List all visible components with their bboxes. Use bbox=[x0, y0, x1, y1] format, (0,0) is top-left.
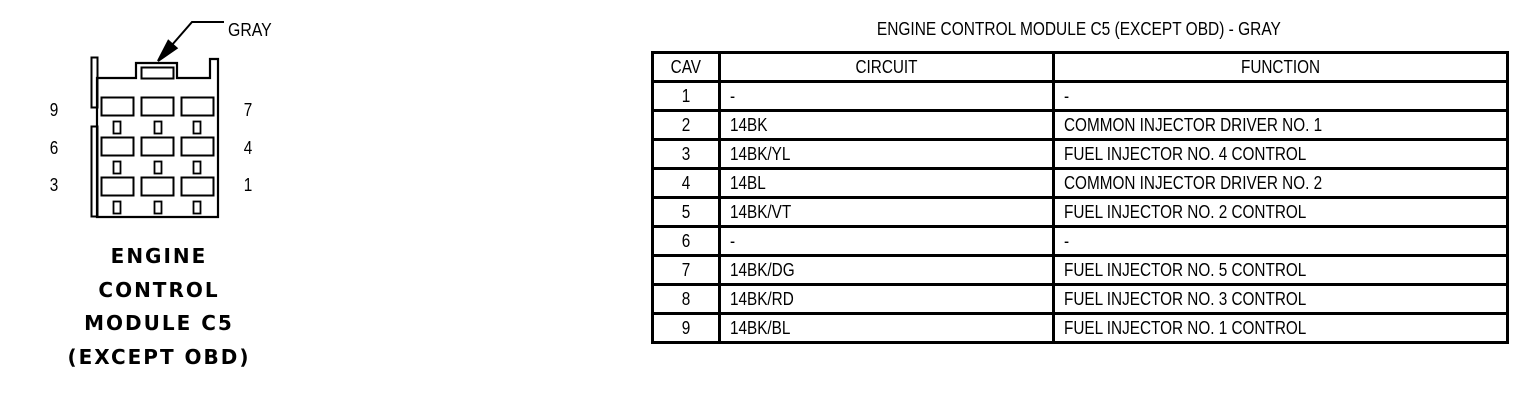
circuit-cell: 14BK bbox=[720, 111, 1054, 140]
pin-number-left-middle: 6 bbox=[49, 138, 59, 158]
function-cell: FUEL INJECTOR NO. 4 CONTROL bbox=[1054, 140, 1508, 169]
connector-left-ear bbox=[92, 58, 98, 108]
function-cell: COMMON INJECTOR DRIVER NO. 1 bbox=[1054, 111, 1508, 140]
cav-cell: 6 bbox=[653, 227, 720, 256]
circuit-cell: 14BK/DG bbox=[720, 256, 1054, 285]
function-cell: - bbox=[1054, 82, 1508, 111]
pin-number-left-bottom: 3 bbox=[49, 175, 59, 195]
caption-line: CONTROL bbox=[98, 277, 220, 302]
cav-cell: 8 bbox=[653, 285, 720, 314]
function-cell: FUEL INJECTOR NO. 1 CONTROL bbox=[1054, 314, 1508, 343]
connector-latch bbox=[142, 68, 174, 79]
circuit-cell: 14BK/RD bbox=[720, 285, 1054, 314]
index-hole bbox=[194, 202, 201, 214]
circuit-cell: 14BL bbox=[720, 169, 1054, 198]
table-row bbox=[653, 111, 1508, 140]
connector-caption bbox=[28, 240, 290, 374]
function-cell: COMMON INJECTOR DRIVER NO. 2 bbox=[1054, 169, 1508, 198]
function-cell: FUEL INJECTOR NO. 2 CONTROL bbox=[1054, 198, 1508, 227]
connector-left-rail bbox=[92, 127, 98, 217]
cavity-slot bbox=[102, 138, 134, 156]
cav-cell: 2 bbox=[653, 111, 720, 140]
cavity-slot bbox=[182, 98, 214, 116]
circuit-cell: - bbox=[720, 82, 1054, 111]
circuit-cell: 14BK/VT bbox=[720, 198, 1054, 227]
table-title: ENGINE CONTROL MODULE C5 (EXCEPT OBD) - GRAY bbox=[876, 19, 1281, 39]
cav-cell: 7 bbox=[653, 256, 720, 285]
header-function: FUNCTION bbox=[1054, 53, 1508, 82]
cav-cell: 5 bbox=[653, 198, 720, 227]
index-hole bbox=[114, 162, 121, 174]
function-cell: FUEL INJECTOR NO. 3 CONTROL bbox=[1054, 285, 1508, 314]
cav-cell: 4 bbox=[653, 169, 720, 198]
table-row bbox=[653, 314, 1508, 343]
index-hole bbox=[155, 162, 162, 174]
index-hole bbox=[194, 162, 201, 174]
connector-color-label bbox=[228, 21, 278, 39]
cavity-slot bbox=[182, 138, 214, 156]
pin-number-right-middle: 4 bbox=[243, 138, 253, 158]
table-header-row bbox=[653, 53, 1508, 82]
function-cell: FUEL INJECTOR NO. 5 CONTROL bbox=[1054, 256, 1508, 285]
caption-line: (EXCEPT OBD) bbox=[67, 344, 251, 369]
index-hole bbox=[194, 122, 201, 134]
caption-line: ENGINE bbox=[110, 244, 208, 268]
cavity-slot bbox=[142, 98, 174, 116]
index-hole bbox=[114, 122, 121, 134]
table-row bbox=[653, 82, 1508, 111]
index-hole bbox=[155, 122, 162, 134]
circuit-cell: 14BK/BL bbox=[720, 314, 1054, 343]
cavity-slot bbox=[142, 178, 174, 196]
index-hole bbox=[114, 202, 121, 214]
pinout-table bbox=[651, 51, 1509, 344]
index-hole bbox=[155, 202, 162, 214]
cavity-slot bbox=[142, 138, 174, 156]
pin-number-left-top: 9 bbox=[49, 100, 59, 120]
header-cav: CAV bbox=[653, 53, 720, 82]
cavity-slot bbox=[182, 178, 214, 196]
circuit-cell: - bbox=[720, 227, 1054, 256]
cav-cell: 3 bbox=[653, 140, 720, 169]
connector-color-text: GRAY bbox=[228, 20, 272, 40]
cav-cell: 9 bbox=[653, 314, 720, 343]
index-holes bbox=[114, 122, 201, 214]
pin-number-right-bottom: 1 bbox=[243, 175, 253, 195]
table-row bbox=[653, 227, 1508, 256]
table-row bbox=[653, 256, 1508, 285]
cavity-slot bbox=[102, 178, 134, 196]
cavity-slot bbox=[102, 98, 134, 116]
circuit-cell: 14BK/YL bbox=[720, 140, 1054, 169]
table-row bbox=[653, 198, 1508, 227]
table-row bbox=[653, 140, 1508, 169]
cav-cell: 1 bbox=[653, 82, 720, 111]
pin-number-right-top: 7 bbox=[243, 100, 253, 120]
cavity-slots bbox=[102, 98, 214, 196]
header-circuit: CIRCUIT bbox=[720, 53, 1054, 82]
function-cell: - bbox=[1054, 227, 1508, 256]
leader-arrow-icon bbox=[158, 22, 224, 61]
caption-line: MODULE C5 bbox=[84, 311, 234, 335]
table-row bbox=[653, 169, 1508, 198]
connector-diagram bbox=[0, 0, 330, 402]
table-row bbox=[653, 285, 1508, 314]
